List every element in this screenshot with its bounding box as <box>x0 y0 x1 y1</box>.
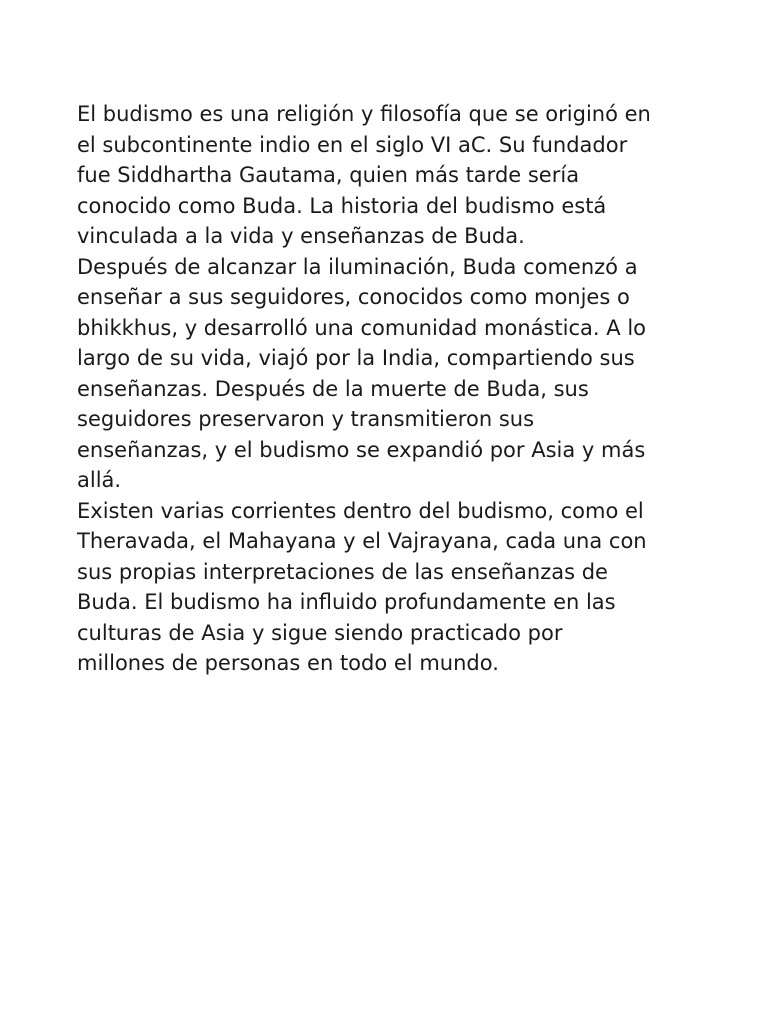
document-body <box>77 99 677 679</box>
text-line: enseñar a sus seguidores, conocidos como monjes o <box>77 285 630 309</box>
text-line: conocido como Buda. La historia del budismo está <box>77 193 607 218</box>
text-line: el subcontinente indio en el siglo VI aC. Su fundador <box>77 132 628 157</box>
text-line: Existen varias corrientes dentro del budismo, como el <box>77 498 644 523</box>
text-line: Después de alcanzar la iluminación, Buda comenzó a <box>77 254 638 279</box>
text-line: seguidores preservaron y transmitieron sus <box>77 407 535 431</box>
text-line: bhikkhus, y desarrolló una comunidad monástica. A lo <box>77 315 646 340</box>
text-line: allá. <box>77 468 122 492</box>
text-line: El budismo es una religión y filosofía que se originó en <box>77 102 651 126</box>
text-line: sus propias interpretaciones de las enseñanzas de <box>77 559 608 584</box>
text-line: Buda. El budismo ha influido profundamente en las <box>77 590 616 614</box>
text-line: largo de su vida, viajó por la India, compartiendo sus <box>77 346 635 370</box>
text-line: fue Siddhartha Gautama, quien más tarde sería <box>77 163 580 187</box>
paragraph <box>77 252 677 496</box>
text-line: Theravada, el Mahayana y el Vajrayana, cada una con <box>77 529 647 553</box>
text-line: vinculada a la vida y enseñanzas de Buda. <box>77 224 525 248</box>
paragraph <box>77 496 677 679</box>
text-line: enseñanzas. Después de la muerte de Buda, sus <box>77 376 589 401</box>
text-line: culturas de Asia y sigue siendo practicado por <box>77 620 563 645</box>
text-line: enseñanzas, y el budismo se expandió por Asia y más <box>77 437 646 462</box>
paragraph <box>77 99 677 252</box>
text-line: millones de personas en todo el mundo. <box>77 651 499 675</box>
